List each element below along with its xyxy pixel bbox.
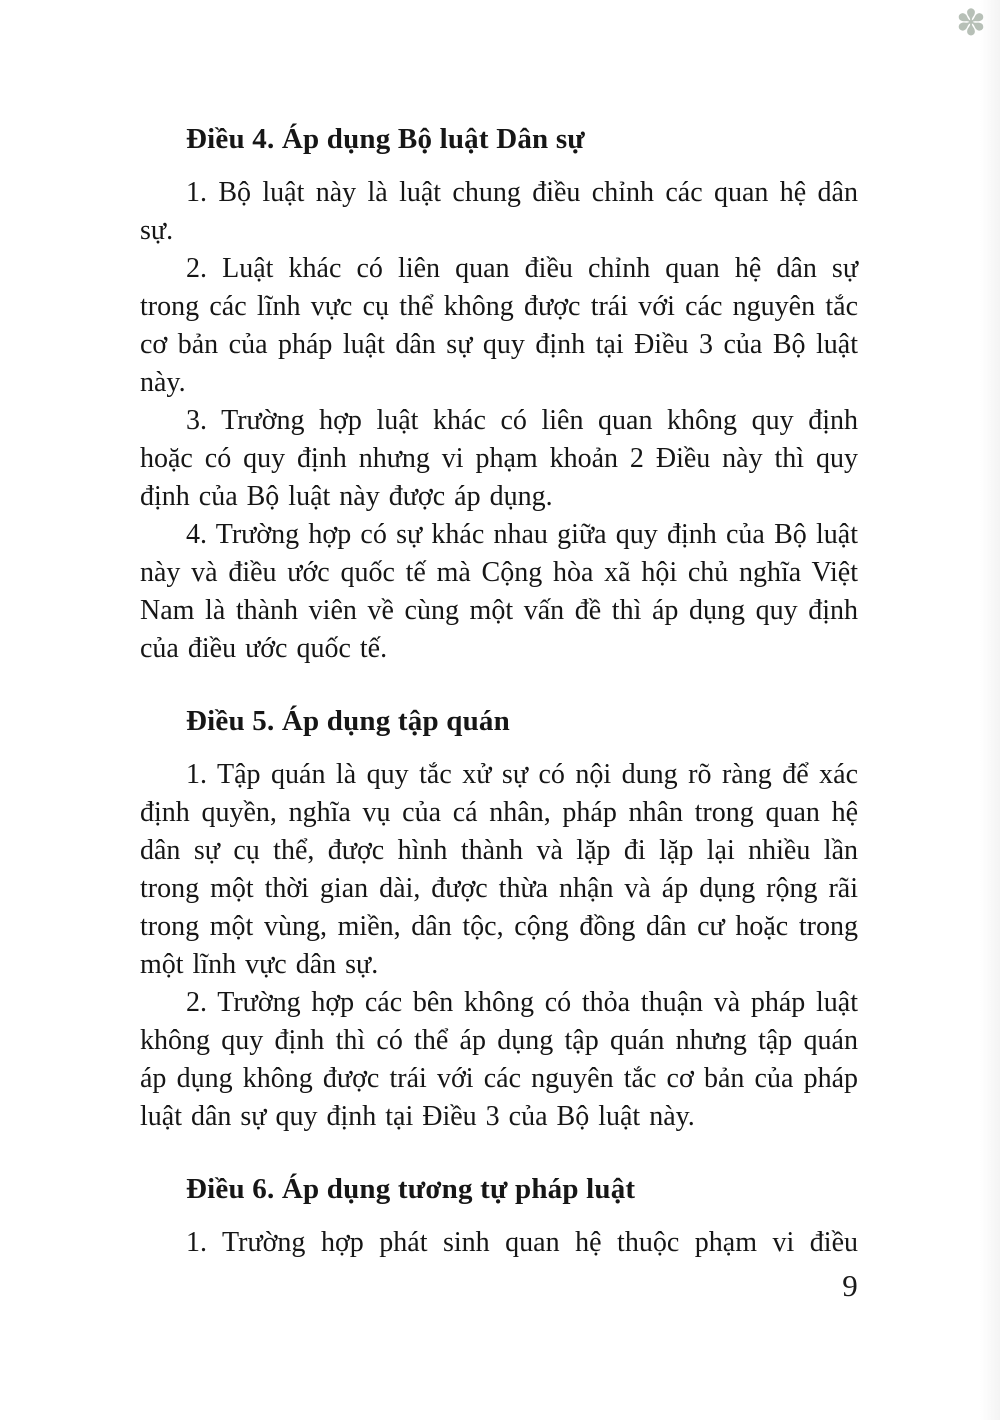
article-6-heading: Điều 6. Áp dụng tương tự pháp luật: [186, 1173, 636, 1205]
article-4-heading: Điều 4. Áp dụng Bộ luật Dân sự: [186, 123, 585, 155]
article-4-paragraph-3: 3. Trường hợp luật khác có liên quan không quy định hoặc có quy định nhưng vi phạm khoản 2 Điều này thì quy định của Bộ luật này được áp dụng.: [140, 405, 858, 512]
article-5-paragraph-1: 1. Tập quán là quy tắc xử sự có nội dung rõ ràng để xác định quyền, nghĩa vụ của cá nhân, pháp nhân trong quan hệ dân sự cụ thể, được hình thành và lặp đi lặp lại nhiều lần trong một thời gian dài, được thừa nhận và áp dụng rộng rãi trong một vùng, miền, dân tộc, cộng đồng dân cư hoặc trong một lĩnh vực dân sự.: [140, 759, 858, 980]
article-4-paragraph-1: 1. Bộ luật này là luật chung điều chỉnh các quan hệ dân sự.: [140, 177, 858, 246]
article-6-paragraph-1: 1. Trường hợp phát sinh quan hệ thuộc phạm vi điều: [186, 1227, 858, 1258]
page-text: [140, 120, 858, 1262]
article-5-heading: Điều 5. Áp dụng tập quán: [186, 705, 510, 737]
page-number: 9: [842, 1268, 858, 1303]
flower-ornament-icon: ✽: [955, 3, 986, 44]
article-4-paragraph-2: 2. Luật khác có liên quan điều chỉnh quan hệ dân sự trong các lĩnh vực cụ thể không được trái với các nguyên tắc cơ bản của pháp luật dân sự quy định tại Điều 3 của Bộ luật này.: [140, 253, 858, 398]
article-4-paragraph-4: 4. Trường hợp có sự khác nhau giữa quy định của Bộ luật này và điều ước quốc tế mà Cộng hòa xã hội chủ nghĩa Việt Nam là thành viên về cùng một vấn đề thì áp dụng quy định của điều ước quốc tế.: [140, 519, 858, 664]
article-5-paragraph-2: 2. Trường hợp các bên không có thỏa thuận và pháp luật không quy định thì có thể áp dụng tập quán nhưng tập quán áp dụng không được trái với các nguyên tắc cơ bản của pháp luật dân sự quy định tại Điều 3 của Bộ luật này.: [140, 987, 858, 1132]
